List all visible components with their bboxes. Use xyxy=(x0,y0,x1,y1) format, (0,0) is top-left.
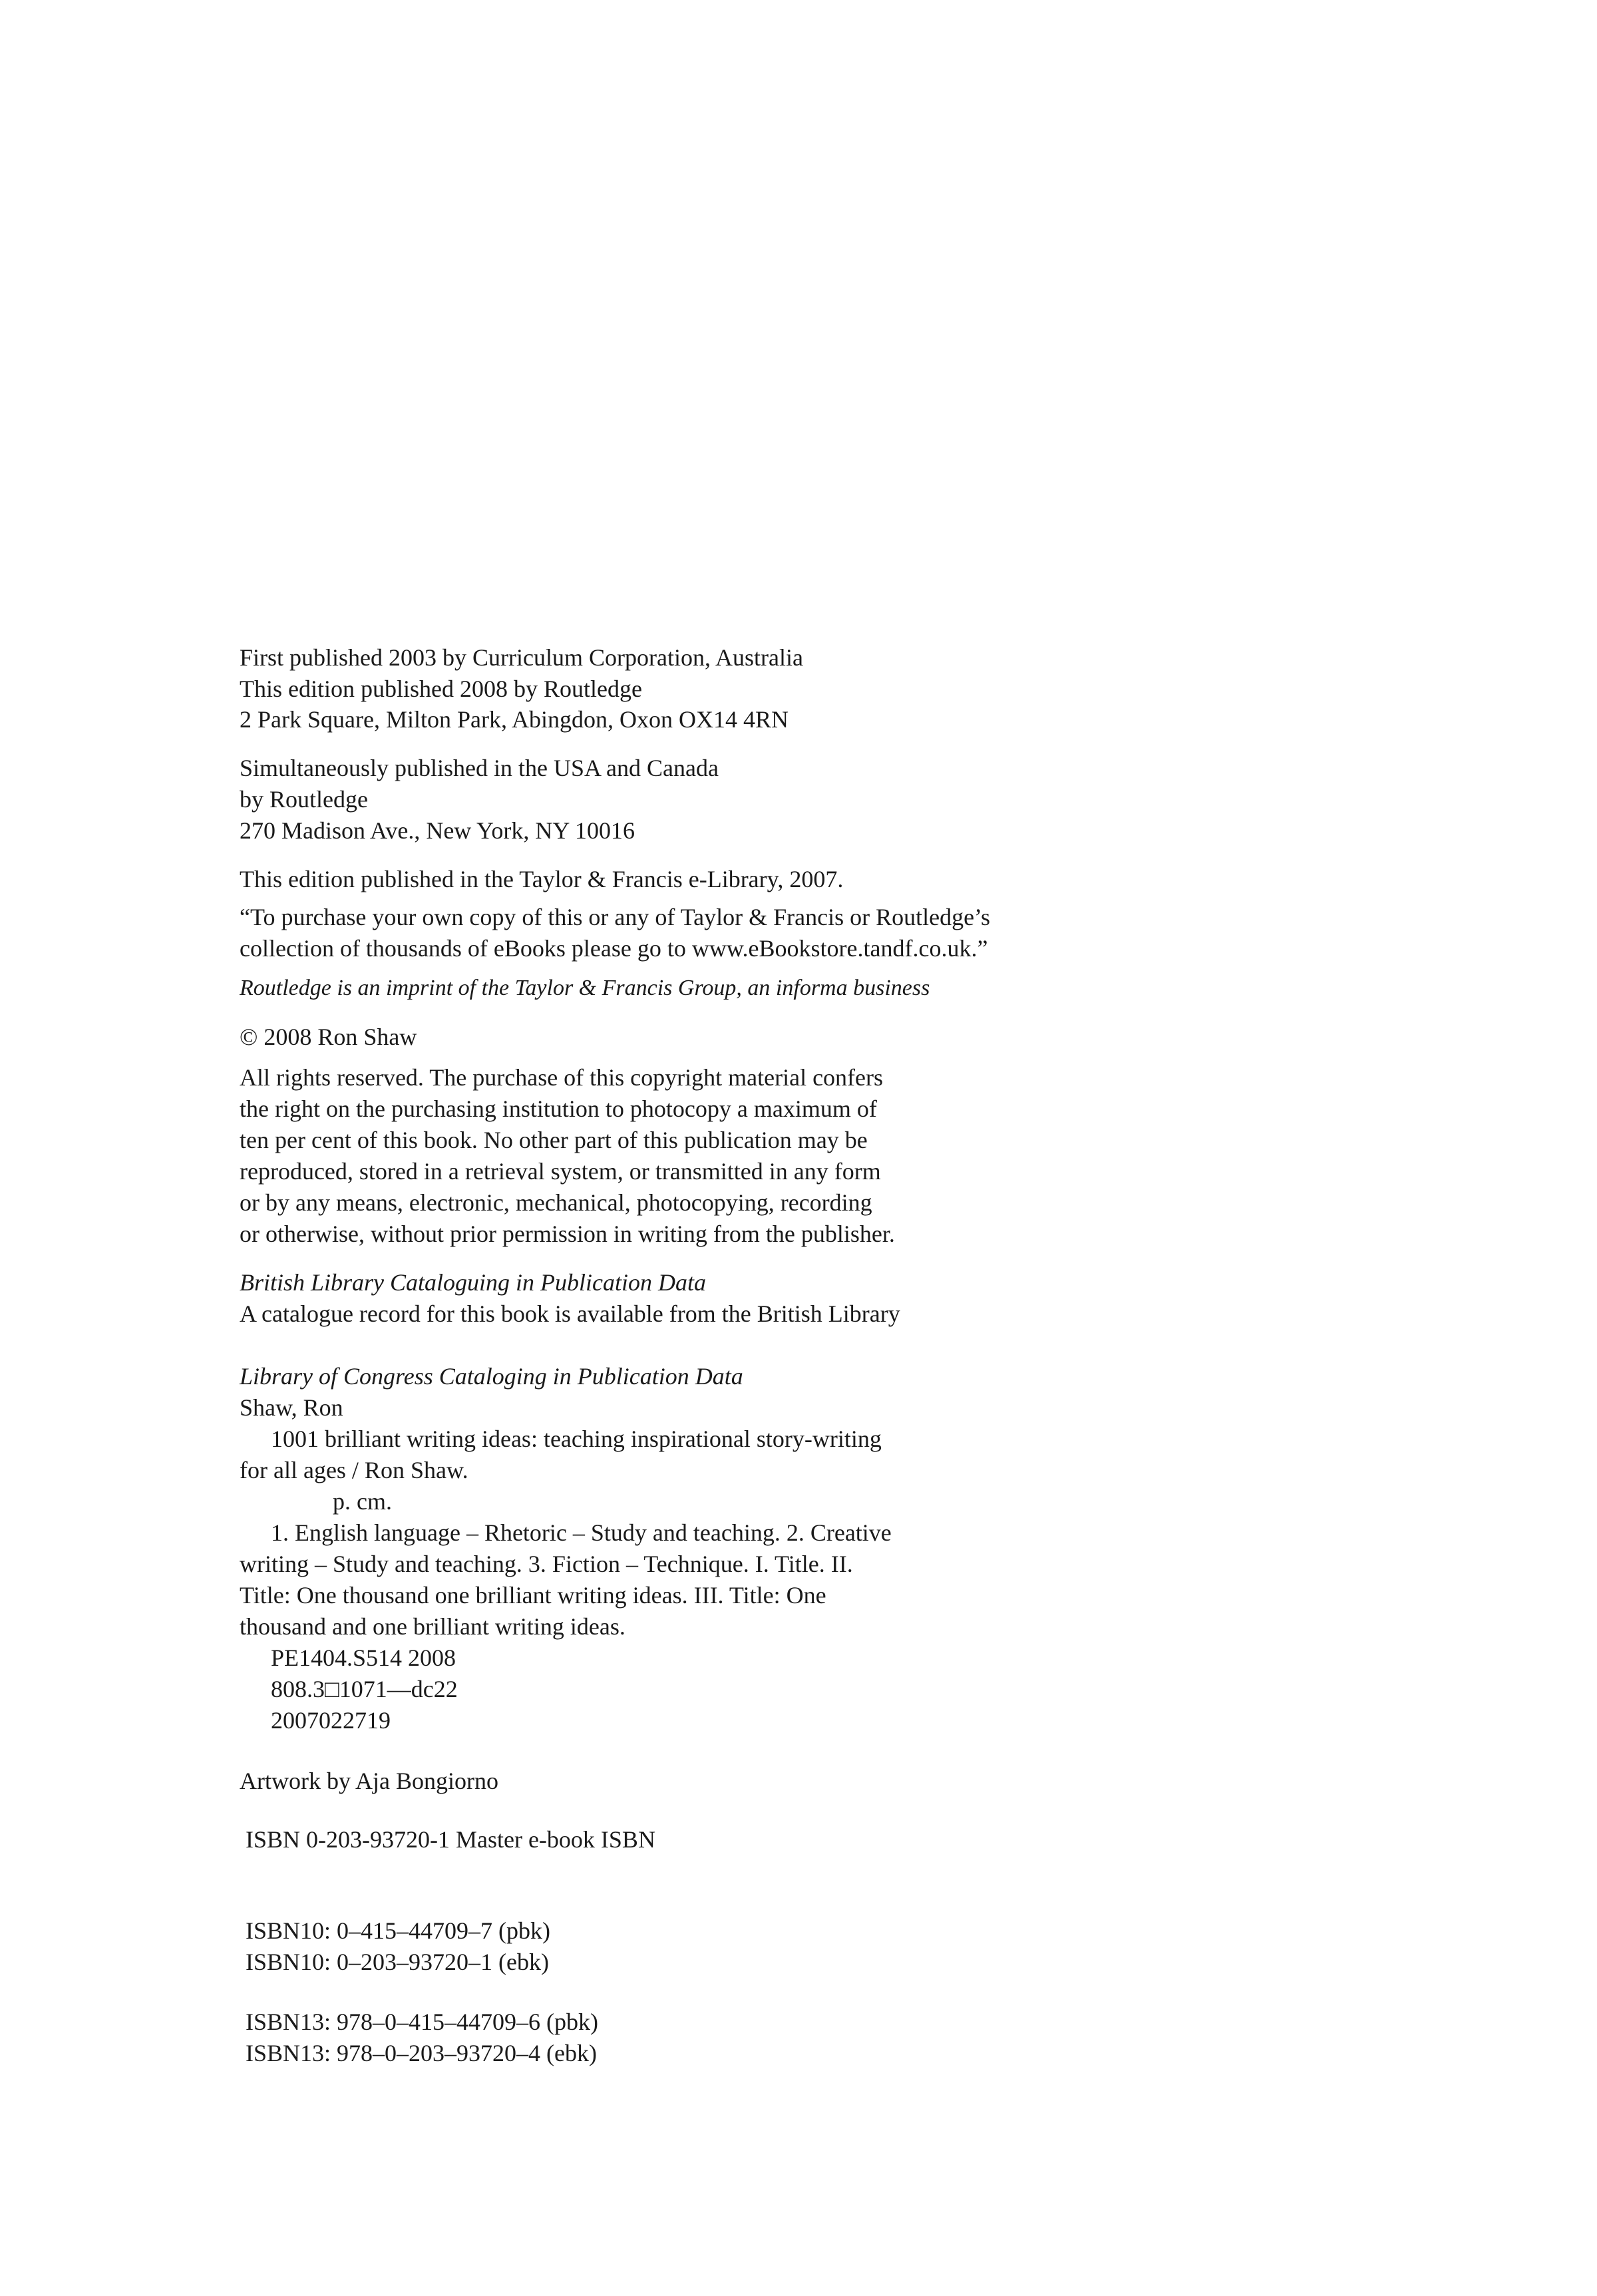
isbn13-pbk: ISBN13: 978–0–415–44709–6 (pbk) xyxy=(246,2009,598,2035)
congress-subject-line-3: Title: One thousand one brilliant writing ideas. III. Title: One xyxy=(240,1582,826,1609)
congress-call-number: PE1404.S514 2008 xyxy=(271,1644,456,1671)
rights-line-6: or otherwise, without prior permission in writing from the publisher. xyxy=(240,1221,895,1247)
british-library-heading: British Library Cataloguing in Publication Data xyxy=(240,1269,707,1296)
rights-line-1: All rights reserved. The purchase of this copyright material confers xyxy=(240,1064,884,1091)
congress-control-number: 2007022719 xyxy=(271,1707,391,1734)
congress-dewey-number: 808.3□1071—dc22 xyxy=(271,1676,458,1702)
rights-line-3: ten per cent of this book. No other part of this publication may be xyxy=(240,1127,868,1153)
rights-line-5: or by any means, electronic, mechanical, photocopying, recording xyxy=(240,1189,872,1216)
rights-line-2: the right on the purchasing institution to photocopy a maximum of xyxy=(240,1095,877,1122)
imprint-line: Routledge is an imprint of the Taylor & Francis Group, an informa business xyxy=(240,976,930,1000)
elibrary-line: This edition published in the Taylor & Francis e-Library, 2007. xyxy=(240,866,844,892)
usa-address: 270 Madison Ave., New York, NY 10016 xyxy=(240,817,635,844)
congress-author: Shaw, Ron xyxy=(240,1394,343,1421)
usa-publication-line: Simultaneously published in the USA and Canada xyxy=(240,755,719,781)
usa-publisher: by Routledge xyxy=(240,786,368,813)
isbn10-ebk: ISBN10: 0–203–93720–1 (ebk) xyxy=(246,1949,549,1975)
congress-title-line-1: 1001 brilliant writing ideas: teaching inspirational story-writing xyxy=(271,1426,882,1452)
isbn10-pbk: ISBN10: 0–415–44709–7 (pbk) xyxy=(246,1917,550,1944)
copyright-notice: © 2008 Ron Shaw xyxy=(240,1024,417,1050)
congress-title-line-2: for all ages / Ron Shaw. xyxy=(240,1457,468,1483)
purchase-line-1: “To purchase your own copy of this or any of Taylor & Francis or Routledge’s xyxy=(240,904,991,930)
artwork-credit: Artwork by Aja Bongiorno xyxy=(240,1768,498,1794)
edition-line: This edition published 2008 by Routledge xyxy=(240,675,642,702)
rights-line-4: reproduced, stored in a retrieval system, or transmitted in any form xyxy=(240,1158,881,1185)
congress-subject-line-2: writing – Study and teaching. 3. Fiction – Technique. I. Title. II. xyxy=(240,1551,853,1577)
congress-pages: p. cm. xyxy=(333,1488,392,1515)
publisher-address: 2 Park Square, Milton Park, Abingdon, Oxon OX14 4RN xyxy=(240,706,789,733)
purchase-line-2: collection of thousands of eBooks please go to www.eBookstore.tandf.co.uk.” xyxy=(240,935,988,962)
isbn-master: ISBN 0-203-93720-1 Master e-book ISBN xyxy=(246,1826,655,1853)
congress-subject-line-1: 1. English language – Rhetoric – Study and teaching. 2. Creative xyxy=(271,1519,892,1546)
congress-subject-line-4: thousand and one brilliant writing ideas. xyxy=(240,1613,625,1640)
isbn13-ebk: ISBN13: 978–0–203–93720–4 (ebk) xyxy=(246,2040,597,2066)
british-library-text: A catalogue record for this book is available from the British Library xyxy=(240,1300,900,1327)
first-published-line: First published 2003 by Curriculum Corporation, Australia xyxy=(240,644,803,671)
congress-heading: Library of Congress Cataloging in Publication Data xyxy=(240,1363,743,1390)
